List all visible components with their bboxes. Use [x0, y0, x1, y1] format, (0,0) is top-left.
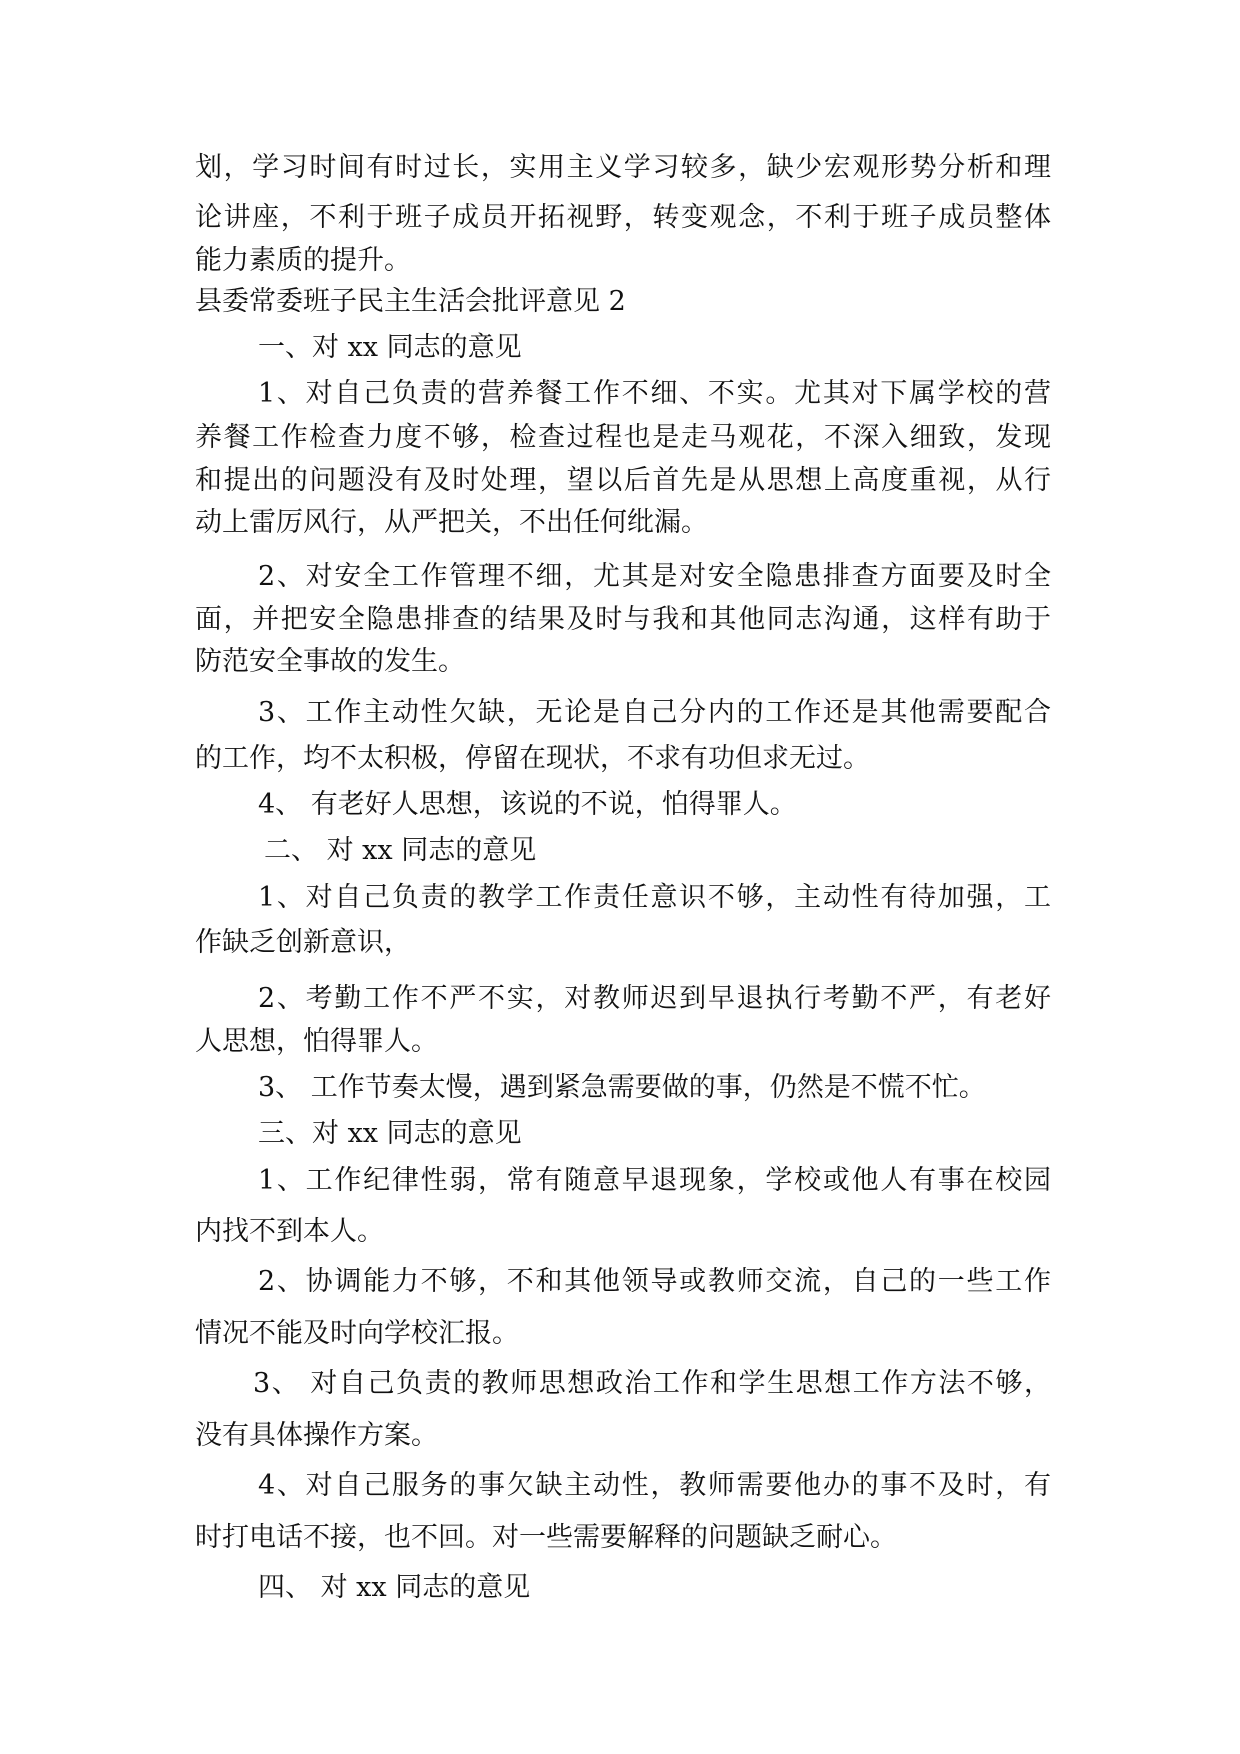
paragraph-line: 4、对自己服务的事欠缺主动性，教师需要他办的事不及时，有: [258, 1470, 1051, 1501]
paragraph-line: 的工作，均不太积极，停留在现状，不求有功但求无过。: [195, 743, 870, 774]
paragraph-line: 能力素质的提升。: [195, 245, 411, 276]
paragraph-line: 时打电话不接，也不回。对一些需要解释的问题缺乏耐心。: [195, 1522, 897, 1553]
paragraph-line: 防范安全事故的发生。: [195, 646, 465, 677]
section-heading: 四、 对 xx 同志的意见: [258, 1572, 531, 1603]
paragraph-line: 和提出的问题没有及时处理，望以后首先是从思想上高度重视，从行: [195, 465, 1051, 496]
paragraph-line: 2、考勤工作不严不实，对教师迟到早退执行考勤不严，有老好: [258, 983, 1051, 1014]
section-title: 县委常委班子民主生活会批评意见 2: [195, 286, 626, 317]
paragraph-line: 划，学习时间有时过长，实用主义学习较多，缺少宏观形势分析和理: [195, 152, 1051, 183]
paragraph-line: 4、 有老好人思想，该说的不说，怕得罪人。: [258, 789, 797, 820]
paragraph-line: 2、对安全工作管理不细，尤其是对安全隐患排查方面要及时全: [258, 561, 1051, 592]
paragraph-line: 1、对自己负责的营养餐工作不细、不实。尤其对下属学校的营: [258, 378, 1051, 409]
paragraph-line: 2、协调能力不够，不和其他领导或教师交流，自己的一些工作: [258, 1266, 1051, 1297]
paragraph-line: 内找不到本人。: [195, 1216, 384, 1247]
paragraph-line: 论讲座，不利于班子成员开拓视野，转变观念，不利于班子成员整体: [195, 202, 1051, 233]
paragraph-line: 人思想，怕得罪人。: [195, 1026, 438, 1057]
paragraph-line: 情况不能及时向学校汇报。: [195, 1318, 519, 1349]
paragraph-line: 动上雷厉风行，从严把关，不出任何纰漏。: [195, 507, 708, 538]
paragraph-line: 1、工作纪律性弱，常有随意早退现象，学校或他人有事在校园: [258, 1165, 1051, 1196]
paragraph-line: 3、 工作节奏太慢，遇到紧急需要做的事，仍然是不慌不忙。: [258, 1072, 986, 1103]
section-heading: 二、 对 xx 同志的意见: [264, 835, 537, 866]
section-heading: 三、对 xx 同志的意见: [258, 1118, 522, 1149]
paragraph-line: 养餐工作检查力度不够，检查过程也是走马观花，不深入细致，发现: [195, 422, 1051, 453]
paragraph-line: 3、工作主动性欠缺，无论是自己分内的工作还是其他需要配合: [258, 697, 1051, 728]
paragraph-line: 1、对自己负责的教学工作责任意识不够，主动性有待加强，工: [258, 882, 1051, 913]
paragraph-line: 3、 对自己负责的教师思想政治工作和学生思想工作方法不够，: [253, 1368, 1051, 1399]
paragraph-line: 面，并把安全隐患排查的结果及时与我和其他同志沟通，这样有助于: [195, 604, 1051, 635]
section-heading: 一、对 xx 同志的意见: [258, 332, 522, 363]
paragraph-line: 作缺乏创新意识，: [195, 927, 411, 958]
paragraph-line: 没有具体操作方案。: [195, 1420, 438, 1451]
